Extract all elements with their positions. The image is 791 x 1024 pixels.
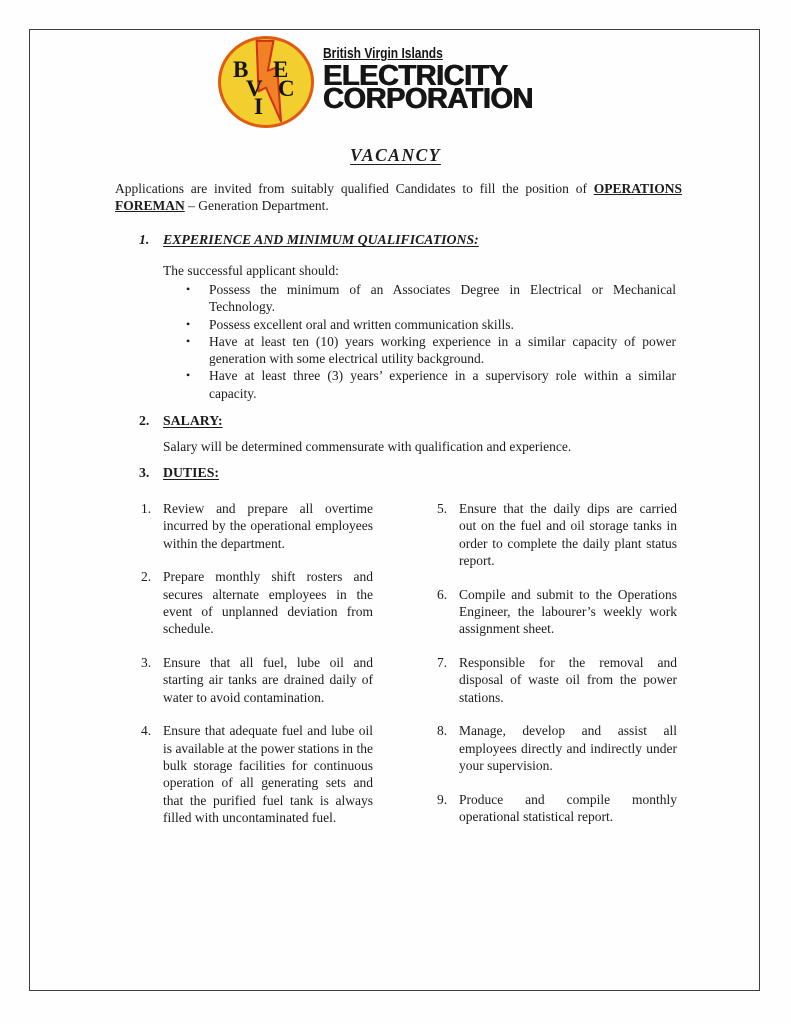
qualification-bullet: [163, 316, 676, 333]
org-name-line2: CORPORATION: [323, 83, 533, 115]
org-region-label: British Virgin Islands: [323, 45, 443, 62]
duty-text: Responsible for the removal and disposal of waste oil from the power stations.: [459, 655, 677, 705]
logo-letter-b: B: [233, 57, 249, 82]
section-duties-heading: [139, 465, 219, 481]
intro-text-after: – Generation Department.: [184, 198, 329, 214]
duty-item: [437, 654, 677, 706]
logo-letter-i: I: [254, 94, 263, 119]
bullet-text: Possess excellent oral and written communication skills.: [209, 316, 514, 332]
org-logo: [218, 36, 533, 128]
section-heading-text: DUTIES:: [163, 465, 219, 480]
duty-number: 3.: [141, 655, 152, 671]
qualification-bullet: [163, 367, 676, 402]
duties-left-column: [141, 500, 373, 843]
duty-text: Ensure that adequate fuel and lube oil is available at the power stations in the bulk storage facilities for continuous operation of all generating sets and that the purified fuel tank is always filled with uncontaminated fuel.: [163, 723, 373, 825]
logo-letter-v: V: [246, 76, 263, 101]
section-number: 3.: [139, 465, 150, 480]
duty-text: Compile and submit to the Operations Engineer, the labourer’s weekly work assignment sheet.: [459, 586, 677, 637]
salary-body: Salary will be determined commensurate with qualification and experience.: [163, 439, 572, 454]
section-number: 1.: [139, 232, 150, 247]
duty-text: Ensure that the daily dips are carried out on the fuel and oil storage tanks in order to complete the daily plant status report.: [459, 501, 677, 568]
duty-text: Ensure that all fuel, lube oil and starting air tanks are drained daily of water to avoid contamination.: [163, 655, 373, 705]
org-wordmark: [323, 36, 533, 115]
duty-item: [437, 586, 677, 638]
duty-item: [141, 500, 373, 552]
duty-item: [437, 500, 677, 569]
duty-number: 1.: [141, 501, 152, 516]
logo-letter-c: C: [278, 76, 295, 101]
section-heading-text: SALARY:: [163, 413, 223, 428]
duty-text: Produce and compile monthly operational statistical report.: [459, 791, 677, 825]
duty-text: Prepare monthly shift rosters and secures alternate employees in the event of unplanned deviation from schedule.: [163, 569, 373, 637]
duty-number: 4.: [141, 723, 152, 739]
qualification-bullet: [163, 333, 676, 368]
qualification-bullet: [163, 281, 676, 316]
duty-item: [437, 722, 677, 774]
duty-number: 5.: [437, 501, 448, 516]
section-experience-heading: [139, 232, 479, 248]
duty-number: 9.: [437, 791, 448, 807]
qualification-bullet-list: [163, 281, 676, 402]
bullet-text: Have at least ten (10) years working experience in a similar capacity of power generation with some electrical utility background.: [209, 333, 676, 367]
intro-paragraph: [115, 180, 682, 215]
logo-letter-e: E: [273, 57, 289, 82]
duty-number: 8.: [437, 723, 448, 739]
bullet-text: Have at least three (3) years’ experience in a supervisory role within a similar capacity.: [209, 368, 676, 401]
duty-item: [141, 568, 373, 637]
bullet-dot-icon: •: [186, 368, 191, 383]
bvi-ec-logo-seal: [218, 36, 314, 128]
intro-text-before: Applications are invited from suitably qualified Candidates to fill the position of: [115, 181, 594, 196]
duty-item: [141, 654, 373, 706]
duty-text: Manage, develop and assist all employees directly and indirectly under your supervision.: [459, 723, 677, 774]
lightning-bolt-icon: [221, 39, 311, 125]
duties-right-column: [437, 500, 677, 842]
bullet-text: Possess the minimum of an Associates Degree in Electrical or Mechanical Technology.: [209, 282, 676, 315]
duty-number: 6.: [437, 586, 448, 602]
bullet-dot-icon: •: [186, 333, 191, 348]
section-number: 2.: [139, 413, 150, 428]
section-salary-heading: [139, 413, 223, 429]
position-name: OPERATIONS FOREMAN: [115, 181, 682, 214]
duty-item: [437, 791, 677, 826]
org-name-line1: ELECTRICITY: [323, 60, 508, 92]
bullet-dot-icon: •: [186, 316, 191, 331]
applicant-lead: The successful applicant should:: [163, 263, 339, 278]
bullet-dot-icon: •: [186, 282, 191, 296]
vacancy-title: VACANCY: [350, 145, 441, 165]
duty-text: Review and prepare all overtime incurred by the operational employees within the department.: [163, 501, 373, 551]
duty-item: [141, 722, 373, 826]
duty-number: 7.: [437, 655, 448, 671]
section-heading-text: EXPERIENCE AND MINIMUM QUALIFICATIONS:: [163, 232, 479, 247]
duty-number: 2.: [141, 569, 152, 585]
